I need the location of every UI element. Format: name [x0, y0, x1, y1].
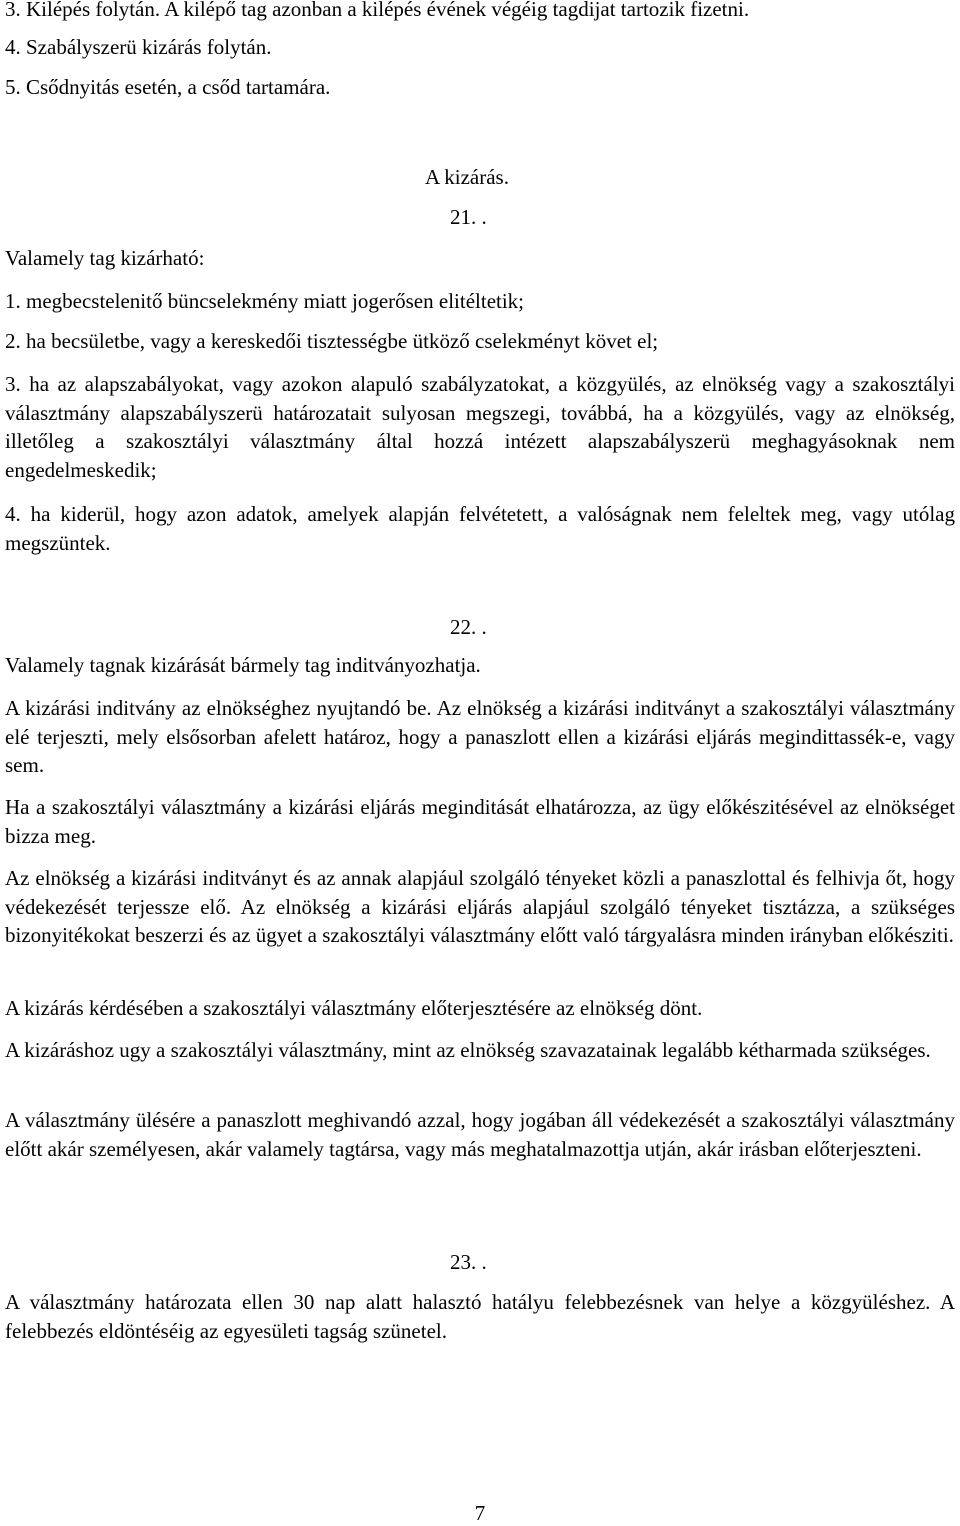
- section-23-paragraph-1: A választmány határozata ellen 30 nap alatt halasztó hatályu felebbezésnek van helye a közgyüléshez. A felebbezés eldöntéséig az egyesületi tagság szünetel.: [5, 1290, 955, 1343]
- section-22-number: 22. .: [450, 615, 487, 639]
- section-21-item-3: 3. ha az alapszabályokat, vagy azokon alapuló szabályzatokat, a közgyülés, az elnökség vagy a szakosztályi választmány alapszabályszerü határozatait sulyosan megszegi, továbbá, ha a közgyülés, vagy az elnökség, illetőleg a szakosztályi választmány által hozzá intézett alapszabályszerü meghagyásoknak nem engedelmeskedik;: [5, 372, 955, 482]
- section-21-item-1: 1. megbecstelenitő büncselekmény miatt jogerősen elitéltetik;: [5, 289, 525, 313]
- intro-item-4: 4. Szabályszerü kizárás folytán.: [5, 35, 272, 59]
- intro-item-5: 5. Csődnyitás esetén, a csőd tartamára.: [5, 75, 331, 99]
- section-21-item-2: 2. ha becsületbe, vagy a kereskedői tisztességbe ütköző cselekményt követ el;: [5, 329, 659, 353]
- section-22-paragraph-3: Ha a szakosztályi választmány a kizárási eljárás meginditását elhatározza, az ügy előkészitésével az elnökséget bizza meg.: [5, 795, 955, 848]
- intro-item-3: 3. Kilépés folytán. A kilépő tag azonban a kilépés évének végéig tagdijat tartozik fizetni.: [5, 0, 750, 21]
- section-22-paragraph-1: Valamely tagnak kizárását bármely tag inditványozhatja.: [5, 653, 481, 677]
- section-22-paragraph-5: A kizárás kérdésében a szakosztályi választmány előterjesztésére az elnökség dönt.: [5, 996, 703, 1020]
- section-22-paragraph-6: A kizáráshoz ugy a szakosztályi választmány, mint az elnökség szavazatainak legalább kétharmada szükséges.: [5, 1038, 931, 1062]
- section-21-lead: Valamely tag kizárható:: [5, 246, 205, 270]
- section-23-number: 23. .: [450, 1250, 487, 1274]
- document-page: [5, 0, 955, 1525]
- section-21-item-4: 4. ha kiderül, hogy azon adatok, amelyek alapján felvétetett, a valóságnak nem feleltek meg, vagy utólag megszüntek.: [5, 502, 955, 555]
- page-number: 7: [474, 1501, 486, 1525]
- section-22-paragraph-4: Az elnökség a kizárási inditványt és az annak alapjául szolgáló tényeket közli a panaszlottal és felhivja őt, hogy védekezését terjessze elő. Az elnökség a kizárási eljárás alapjául szolgáló tényeket tisztázza, a szükséges bizonyitékokat beszerzi és az ügyet a szakosztályi választmány előtt való tárgyalásra minden irányban előkésziti.: [5, 866, 955, 947]
- section-21-heading: A kizárás.: [425, 165, 509, 189]
- section-21-number: 21. .: [450, 205, 487, 229]
- section-22-paragraph-7: A választmány ülésére a panaszlott meghivandó azzal, hogy jogában áll védekezését a szakosztályi választmány előtt akár személyesen, akár valamely tagtársa, vagy más meghatalmazottja utján, akár irásban előterjeszteni.: [5, 1108, 955, 1161]
- section-22-paragraph-2: A kizárási inditvány az elnökséghez nyujtandó be. Az elnökség a kizárási inditványt a szakosztályi választmány elé terjeszti, mely elsősorban afelett határoz, hogy a panaszlott ellen a kizárási eljárás megindittassék-e, vagy sem.: [5, 696, 955, 777]
